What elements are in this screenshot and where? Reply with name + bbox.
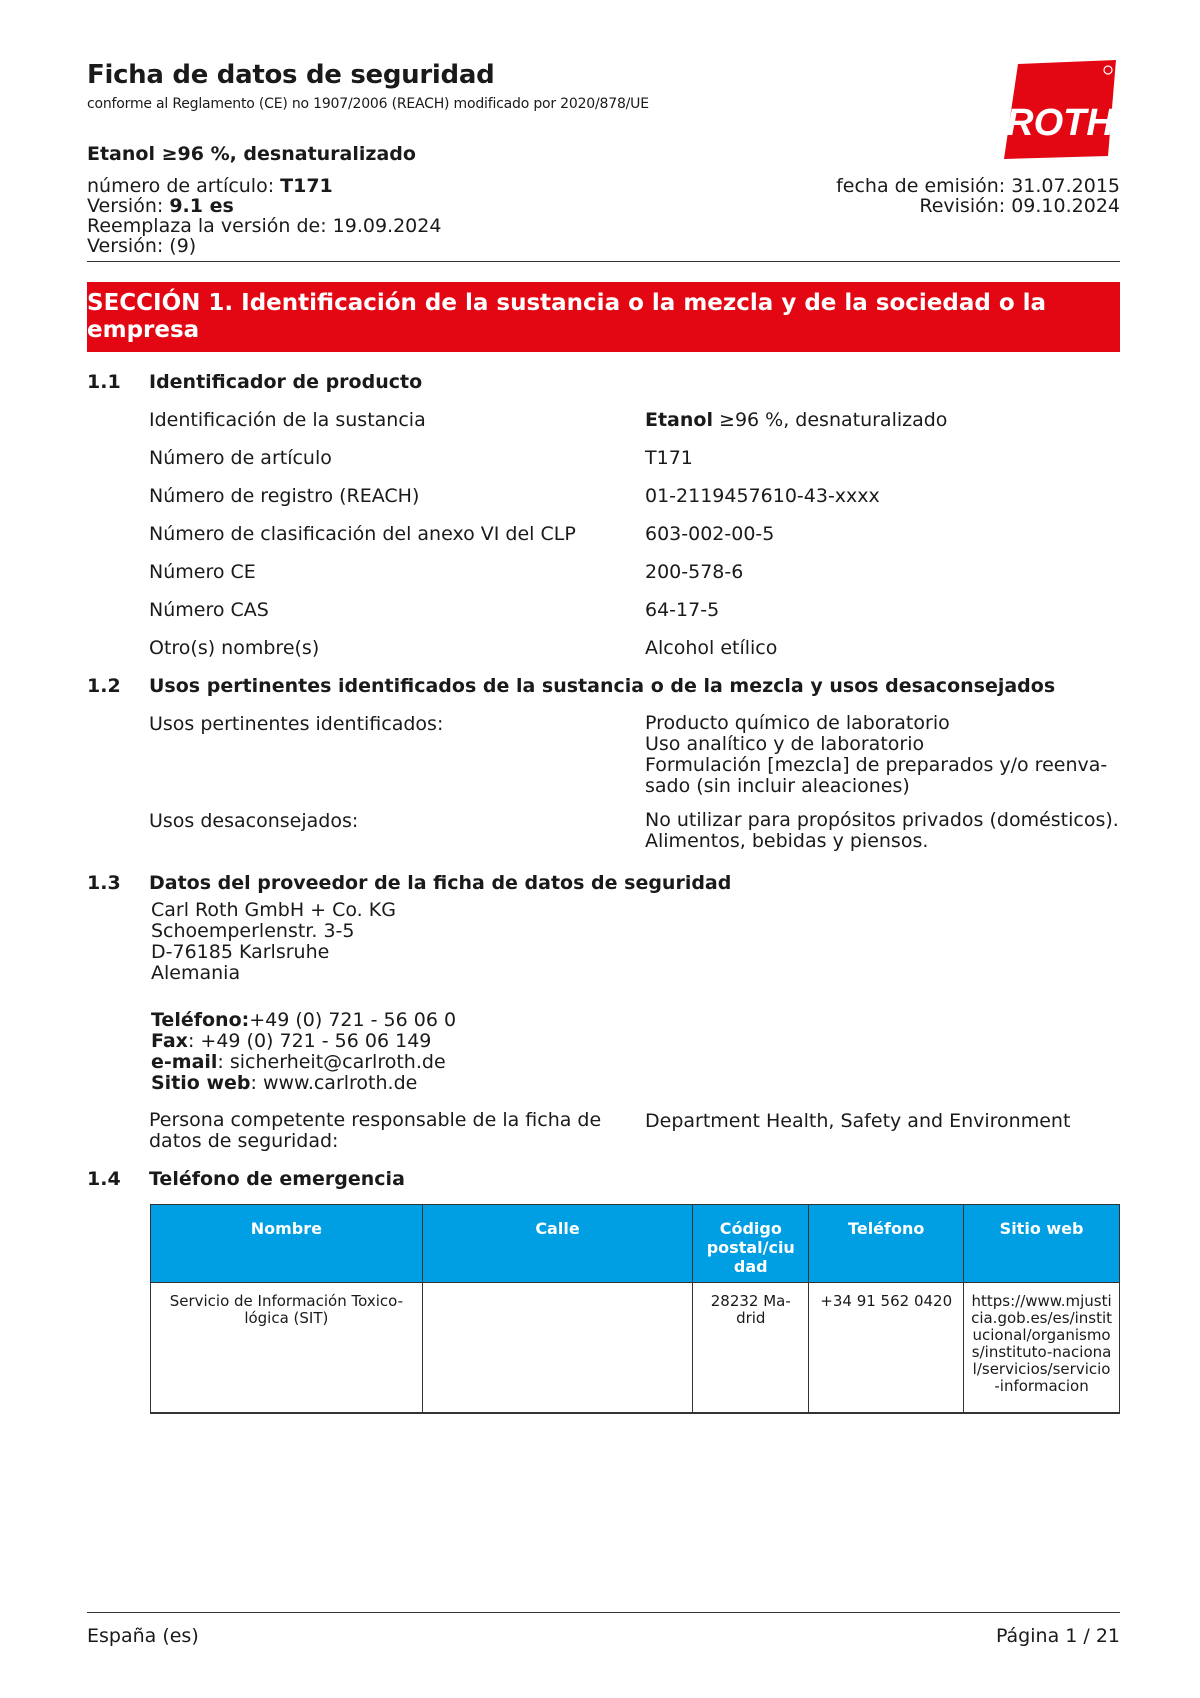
- footer-divider: [87, 1612, 1120, 1613]
- identified-uses-value: Producto químico de laboratorio Uso analítico y de laboratorio Formulación [mezcla] de preparados y/o reenva- sado (sin incluir aleaciones): [645, 712, 1108, 797]
- table-row: [151, 1283, 1120, 1414]
- column-header: Nombre: [151, 1205, 423, 1283]
- subsection-1-2-number: 1.2: [87, 675, 121, 697]
- replaces-version: Reemplaza la versión de: 19.09.2024: [87, 215, 442, 237]
- field-value: Alcohol etílico: [645, 637, 778, 659]
- identified-uses-label: Usos pertinentes identificados:: [149, 713, 444, 735]
- document-meta-right: [836, 176, 1120, 216]
- field-value: 01-2119457610-43-xxxx: [645, 485, 880, 507]
- subsection-1-1-number: 1.1: [87, 371, 121, 393]
- subsection-1-4-title: Teléfono de emergencia: [149, 1168, 405, 1190]
- header-divider: [87, 261, 1120, 262]
- document-title: Ficha de datos de seguridad: [87, 60, 495, 90]
- cell-website[interactable]: https://www.mjusticia.gob.es/es/institucional/organismos/instituto-nacional/servicios/servicio-informacion: [964, 1283, 1120, 1414]
- competent-person-value: Department Health, Safety and Environment: [645, 1110, 1071, 1132]
- table-header-row: [151, 1205, 1120, 1283]
- field-label: Número de clasificación del anexo VI del CLP: [149, 523, 576, 545]
- subsection-1-4-number: 1.4: [87, 1168, 121, 1190]
- page-number: Página 1 / 21: [995, 1625, 1120, 1647]
- field-label: Número de artículo: [149, 447, 332, 469]
- supplier-address: Carl Roth GmbH + Co. KG Schoemperlenstr. 3-5 D-76185 Karlsruhe Alemania: [151, 899, 396, 984]
- roth-logo: [1004, 60, 1120, 159]
- supplier-contact: [151, 1010, 456, 1094]
- document-subtitle: conforme al Reglamento (CE) no 1907/2006 (REACH) modificado por 2020/878/UE: [87, 96, 649, 112]
- subsection-1-1-title: Identificador de producto: [149, 371, 423, 393]
- cell-name: Servicio de Información Toxico-lógica (SIT): [151, 1283, 423, 1414]
- product-name: Etanol ≥96 %, desnaturalizado: [87, 143, 416, 165]
- supplier-fax: Fax: +49 (0) 721 - 56 06 149: [151, 1030, 432, 1052]
- revision-date: Revisión: 09.10.2024: [919, 195, 1120, 217]
- cell-street: [422, 1283, 693, 1414]
- field-label: Número de registro (REACH): [149, 485, 420, 507]
- discouraged-uses-value: No utilizar para propósitos privados (domésticos). Alimentos, bebidas y piensos.: [645, 809, 1119, 852]
- logo-text: ROTH: [1006, 102, 1114, 144]
- competent-person-label: Persona competente responsable de la ficha de datos de seguridad:: [149, 1109, 602, 1152]
- cell-postal: 28232 Ma-drid: [693, 1283, 809, 1414]
- emergency-phone-table: [150, 1204, 1120, 1414]
- field-value: 64-17-5: [645, 599, 720, 621]
- discouraged-uses-label: Usos desaconsejados:: [149, 810, 359, 832]
- field-value: 200-578-6: [645, 561, 744, 583]
- issue-date: fecha de emisión: 31.07.2015: [836, 175, 1120, 197]
- cell-phone: +34 91 562 0420: [809, 1283, 964, 1414]
- supplier-website: Sitio web: www.carlroth.de: [151, 1072, 418, 1094]
- field-value: Etanol ≥96 %, desnaturalizado: [645, 409, 948, 431]
- document-meta-left: número de artículo: T171 Versión: 9.1 es Reemplaza la versión de: 19.09.2024 Versión: (9): [87, 175, 442, 257]
- column-header: Calle: [422, 1205, 693, 1283]
- subsection-1-2-title: Usos pertinentes identificados de la sustancia o de la mezcla y usos desaconsejados: [149, 675, 1056, 697]
- field-label: Otro(s) nombre(s): [149, 637, 320, 659]
- field-value: 603-002-00-5: [645, 523, 775, 545]
- version-number: 9.1 es: [169, 195, 234, 217]
- field-label: Identificación de la sustancia: [149, 409, 426, 431]
- footer-country: España (es): [87, 1625, 199, 1647]
- field-label: Número CAS: [149, 599, 269, 621]
- column-header: Teléfono: [809, 1205, 964, 1283]
- old-version: Versión: (9): [87, 235, 197, 257]
- column-header: Código postal/ciu dad: [693, 1205, 809, 1283]
- field-value: T171: [645, 447, 693, 469]
- section-1-heading: SECCIÓN 1. Identificación de la sustancia o la mezcla y de la sociedad o la empresa: [87, 282, 1120, 352]
- column-header: Sitio web: [964, 1205, 1120, 1283]
- subsection-1-3-number: 1.3: [87, 872, 121, 894]
- article-number: T171: [280, 175, 333, 197]
- supplier-phone: Teléfono:+49 (0) 721 - 56 06 0: [151, 1009, 457, 1031]
- field-label: Número CE: [149, 561, 256, 583]
- subsection-1-3-title: Datos del proveedor de la ficha de datos de seguridad: [149, 872, 732, 894]
- supplier-email: e-mail: sicherheit@carlroth.de: [151, 1051, 446, 1073]
